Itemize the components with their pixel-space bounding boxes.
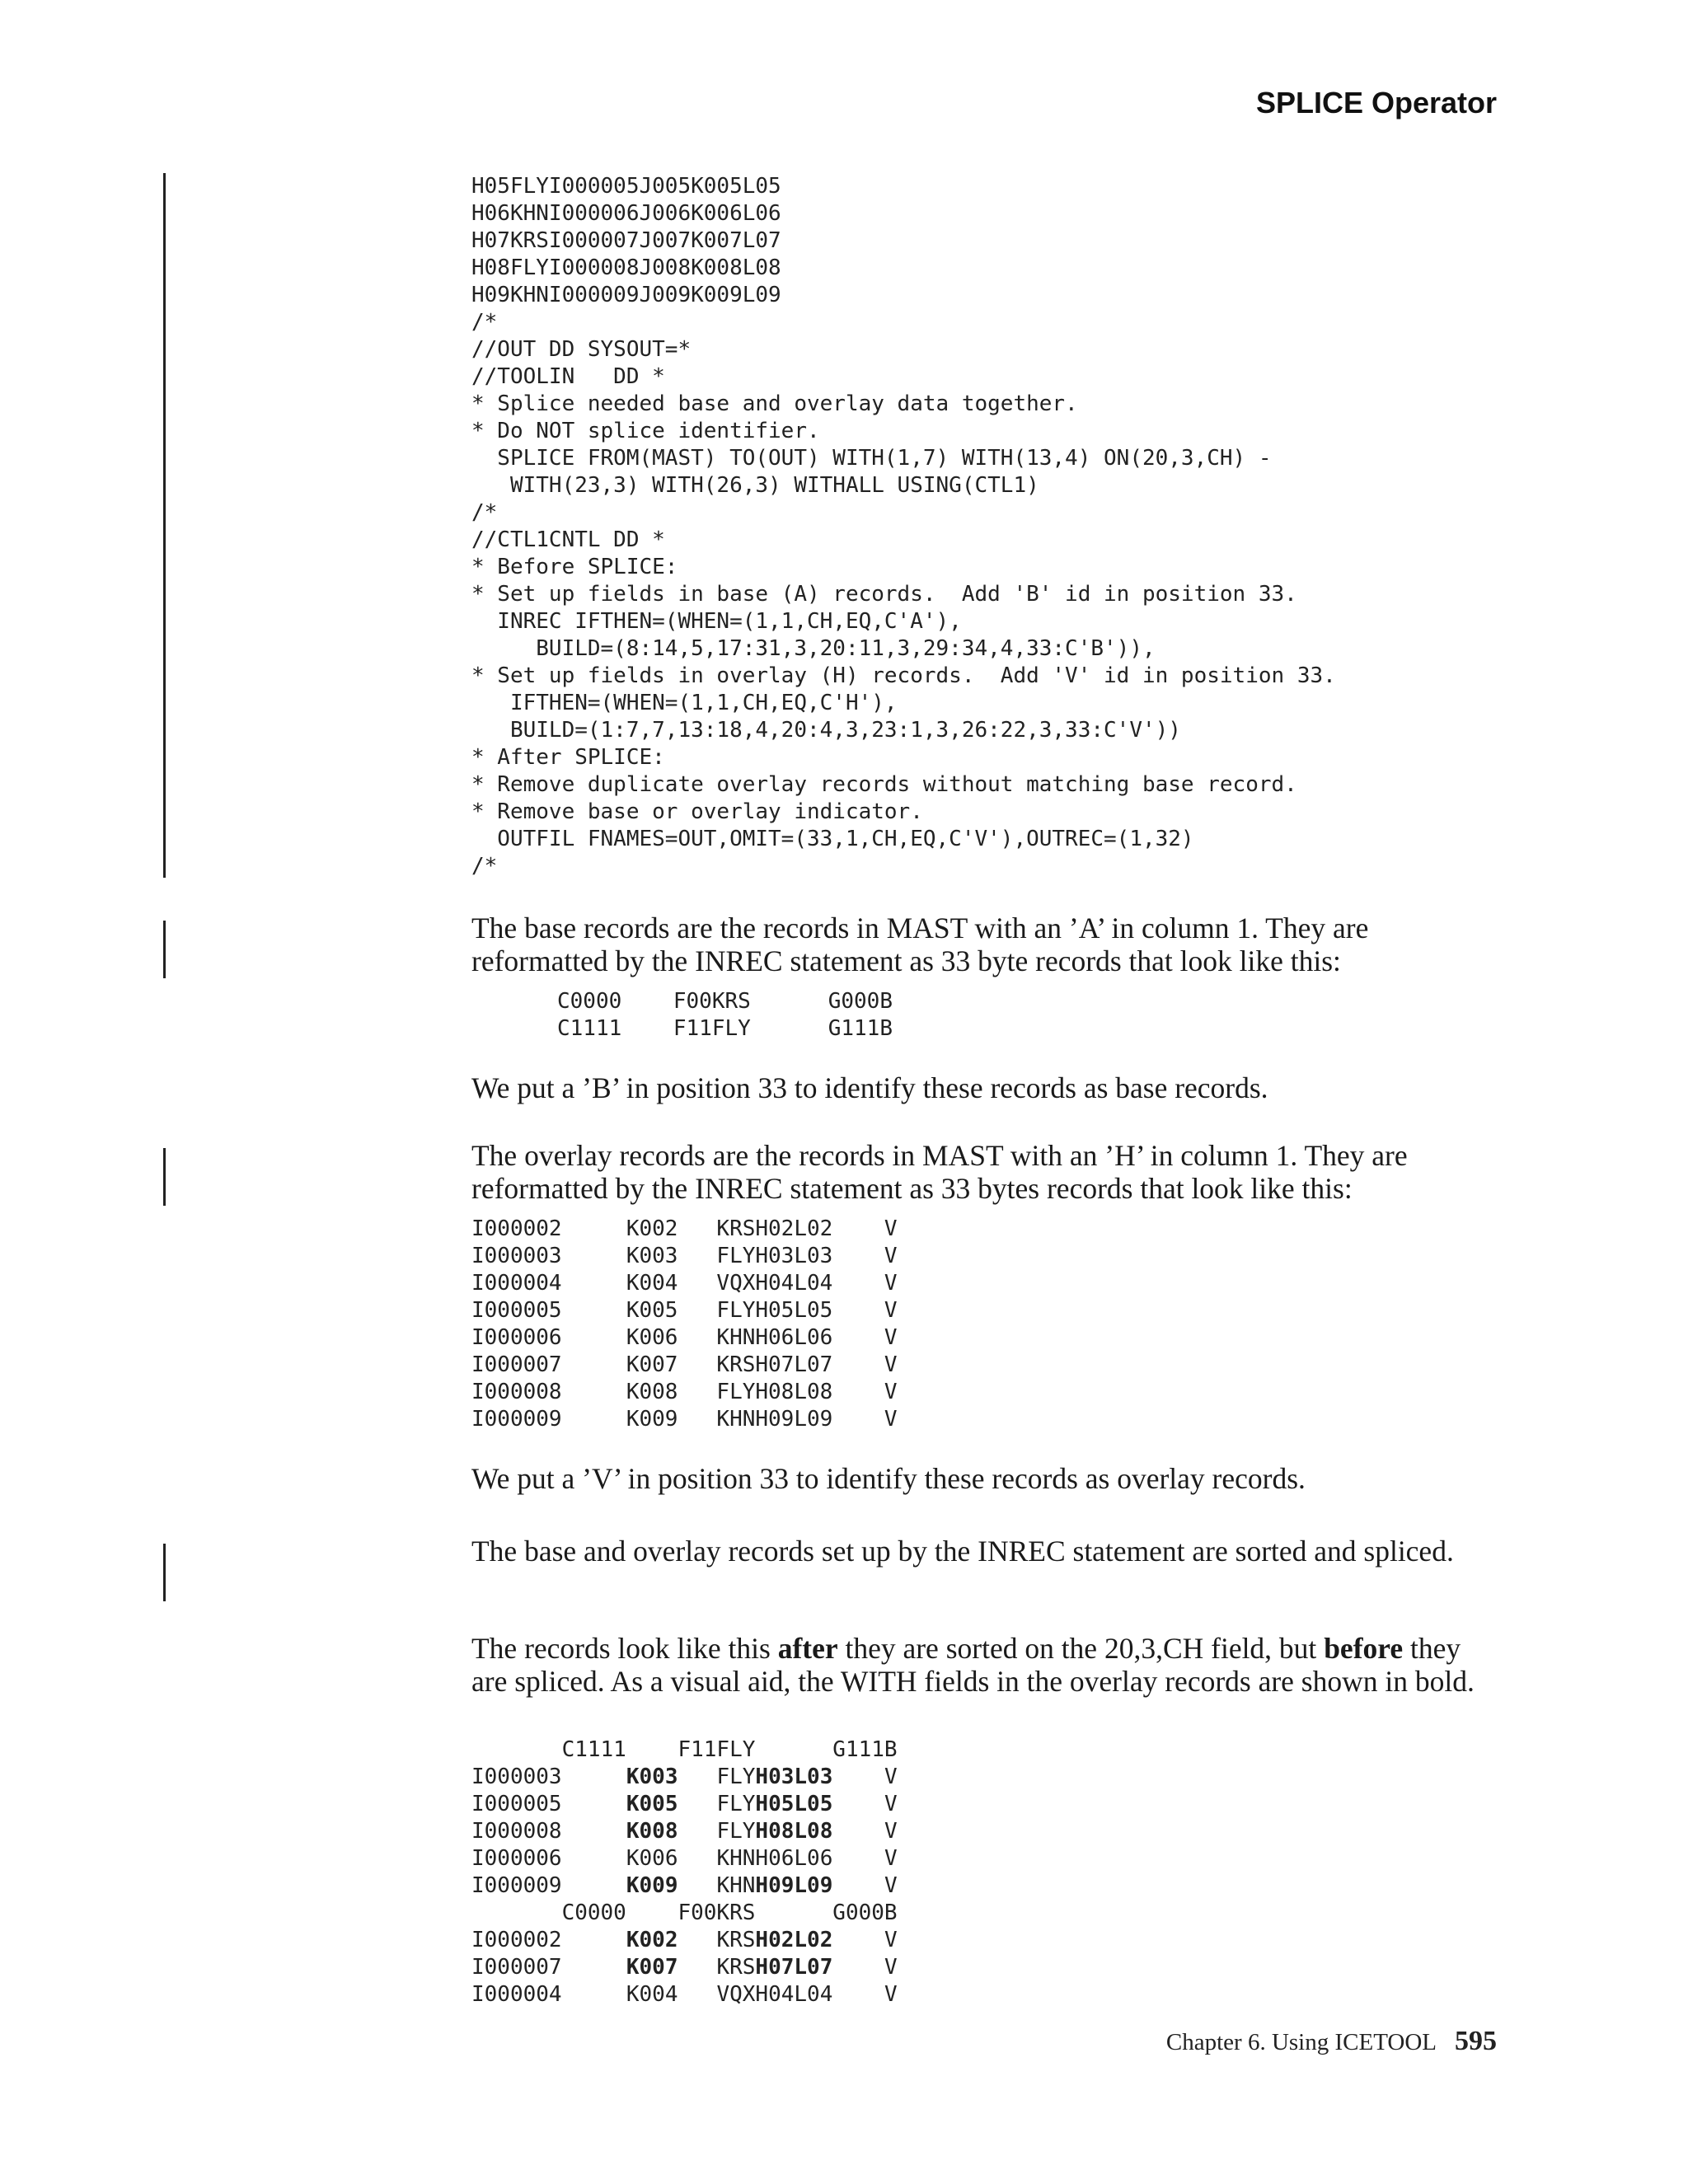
record-line: I000005 K005 FLYH05L05 V bbox=[471, 1298, 898, 1323]
record-suffix: H06L06 bbox=[755, 1846, 833, 1871]
record-suffix: H07L07 bbox=[755, 1955, 833, 1980]
record-id: I000005 bbox=[471, 1792, 562, 1816]
record-prefix: FLY bbox=[716, 1792, 756, 1816]
paragraph-base-id: We put a ’B’ in position 33 to identify these records as base records. bbox=[471, 1071, 1268, 1104]
code-line: INREC IFTHEN=(WHEN=(1,1,CH,EQ,C'A'), bbox=[471, 609, 962, 634]
record-line bbox=[471, 1764, 898, 1791]
record-line bbox=[471, 1981, 898, 2008]
code-line: BUILD=(1:7,7,13:18,4,20:4,3,23:1,3,26:22,3,33:C'V')) bbox=[471, 718, 1181, 743]
paragraph-overlay-records: The overlay records are the records in MAST with an ’H’ in column 1. They are reformatted by the INREC statement as 33 bytes records that look like this: bbox=[471, 1139, 1408, 1205]
record-indicator: V bbox=[884, 1982, 898, 2007]
code-line: H05FLYI000005J005K005L05 bbox=[471, 174, 781, 199]
code-line: OUTFIL FNAMES=OUT,OMIT=(33,1,CH,EQ,C'V'),OUTREC=(1,32) bbox=[471, 827, 1194, 851]
code-line: /* bbox=[471, 310, 498, 335]
record-line bbox=[471, 1845, 898, 1872]
code-line: * Before SPLICE: bbox=[471, 555, 678, 579]
record-line: I000002 K002 KRSH02L02 V bbox=[471, 1216, 898, 1241]
jcl-code-block bbox=[471, 173, 1336, 880]
record-indicator: V bbox=[884, 1955, 898, 1980]
code-line: H09KHNI000009J009K009L09 bbox=[471, 283, 781, 307]
record-indicator: V bbox=[884, 1846, 898, 1871]
change-bar bbox=[163, 921, 166, 978]
record-prefix: FLY bbox=[716, 1765, 756, 1789]
record-indicator: V bbox=[884, 1765, 898, 1789]
record-line: C0000 F00KRS G000B bbox=[471, 1900, 898, 1925]
record-line: C1111 F11FLY G111B bbox=[471, 1737, 898, 1762]
code-line: * Remove duplicate overlay records without matching base record. bbox=[471, 772, 1297, 797]
record-key: K003 bbox=[626, 1765, 678, 1789]
record-prefix: KHN bbox=[716, 1873, 756, 1898]
record-line: C1111 F11FLY G111B bbox=[557, 1016, 893, 1041]
record-prefix: KRS bbox=[716, 1955, 756, 1980]
code-line: * Set up fields in overlay (H) records. Add 'V' id in position 33. bbox=[471, 663, 1336, 688]
record-line: C0000 F00KRS G000B bbox=[557, 989, 893, 1014]
page-number: 595 bbox=[1455, 2026, 1497, 2056]
record-suffix: H08L08 bbox=[755, 1819, 833, 1844]
change-bar bbox=[163, 173, 166, 878]
change-bar bbox=[163, 1148, 166, 1206]
sorted-records-block bbox=[471, 1736, 898, 2008]
code-line: * Remove base or overlay indicator. bbox=[471, 799, 923, 824]
code-line: /* bbox=[471, 854, 498, 879]
record-prefix: VQX bbox=[716, 1982, 756, 2007]
paragraph-text: The records look like this bbox=[471, 1632, 778, 1665]
record-id: I000003 bbox=[471, 1765, 562, 1789]
bold-text: after bbox=[777, 1632, 838, 1665]
code-line: H06KHNI000006J006K006L06 bbox=[471, 201, 781, 226]
overlay-records-block bbox=[471, 1216, 898, 1433]
page-header-title: SPLICE Operator bbox=[1255, 86, 1497, 120]
record-prefix: KRS bbox=[716, 1928, 756, 1952]
code-line: H07KRSI000007J007K007L07 bbox=[471, 228, 781, 253]
record-line: I000009 K009 KHNH09L09 V bbox=[471, 1407, 898, 1432]
record-id: I000004 bbox=[471, 1982, 562, 2007]
record-key: K005 bbox=[626, 1792, 678, 1816]
record-key: K004 bbox=[626, 1982, 678, 2007]
code-line: //CTL1CNTL DD * bbox=[471, 527, 665, 552]
record-id: I000008 bbox=[471, 1819, 562, 1844]
record-key: K007 bbox=[626, 1955, 678, 1980]
code-line: SPLICE FROM(MAST) TO(OUT) WITH(1,7) WITH(13,4) ON(20,3,CH) - bbox=[471, 446, 1272, 471]
record-line bbox=[471, 1927, 898, 1954]
paragraph-base-records: The base records are the records in MAST with an ’A’ in column 1. They are reformatted by the INREC statement as 33 byte records that look like this: bbox=[471, 912, 1369, 977]
footer-chapter: Chapter 6. Using ICETOOL bbox=[1165, 2029, 1437, 2055]
record-line: I000007 K007 KRSH07L07 V bbox=[471, 1352, 898, 1377]
code-line: * Do NOT splice identifier. bbox=[471, 419, 820, 443]
record-key: K006 bbox=[626, 1846, 678, 1871]
paragraph-sorted: The base and overlay records set up by the INREC statement are sorted and spliced. bbox=[471, 1535, 1454, 1568]
record-indicator: V bbox=[884, 1873, 898, 1898]
page-footer bbox=[1166, 2026, 1497, 2057]
code-line: IFTHEN=(WHEN=(1,1,CH,EQ,C'H'), bbox=[471, 691, 898, 715]
record-suffix: H09L09 bbox=[755, 1873, 833, 1898]
record-key: K008 bbox=[626, 1819, 678, 1844]
code-line: BUILD=(8:14,5,17:31,3,20:11,3,29:34,4,33:C'B')), bbox=[471, 636, 1156, 661]
paragraph-text: they are sorted on the 20,3,CH field, but bbox=[837, 1632, 1325, 1665]
paragraph-after-sort bbox=[471, 1632, 1502, 1698]
paragraph-text: they are spliced. As a visual aid, the WITH fields in the overlay records are shown in bold. bbox=[471, 1632, 1475, 1698]
record-indicator: V bbox=[884, 1928, 898, 1952]
record-indicator: V bbox=[884, 1792, 898, 1816]
record-id: I000007 bbox=[471, 1955, 562, 1980]
record-indicator: V bbox=[884, 1819, 898, 1844]
record-line bbox=[471, 1872, 898, 1900]
code-line: WITH(23,3) WITH(26,3) WITHALL USING(CTL1) bbox=[471, 473, 1039, 498]
record-line bbox=[471, 1791, 898, 1818]
bold-text: before bbox=[1324, 1632, 1404, 1665]
code-line: * Set up fields in base (A) records. Add 'B' id in position 33. bbox=[471, 582, 1297, 607]
record-prefix: FLY bbox=[716, 1819, 756, 1844]
record-suffix: H03L03 bbox=[755, 1765, 833, 1789]
code-line: /* bbox=[471, 500, 498, 525]
code-line: H08FLYI000008J008K008L08 bbox=[471, 255, 781, 280]
record-suffix: H05L05 bbox=[755, 1792, 833, 1816]
paragraph-overlay-id: We put a ’V’ in position 33 to identify these records as overlay records. bbox=[471, 1462, 1306, 1495]
record-line bbox=[471, 1954, 898, 1981]
code-line: * After SPLICE: bbox=[471, 745, 665, 770]
record-suffix: H04L04 bbox=[755, 1982, 833, 2007]
record-line: I000006 K006 KHNH06L06 V bbox=[471, 1325, 898, 1350]
record-id: I000006 bbox=[471, 1846, 562, 1871]
record-key: K002 bbox=[626, 1928, 678, 1952]
record-line: I000008 K008 FLYH08L08 V bbox=[471, 1380, 898, 1404]
record-suffix: H02L02 bbox=[755, 1928, 833, 1952]
record-line: I000003 K003 FLYH03L03 V bbox=[471, 1244, 898, 1268]
code-line: //OUT DD SYSOUT=* bbox=[471, 337, 692, 362]
record-id: I000009 bbox=[471, 1873, 562, 1898]
code-line: //TOOLIN DD * bbox=[471, 364, 665, 389]
change-bar bbox=[163, 1544, 166, 1601]
record-line: I000004 K004 VQXH04L04 V bbox=[471, 1271, 898, 1296]
record-key: K009 bbox=[626, 1873, 678, 1898]
record-id: I000002 bbox=[471, 1928, 562, 1952]
base-records-block bbox=[557, 988, 893, 1043]
code-line: * Splice needed base and overlay data together. bbox=[471, 391, 1078, 416]
record-prefix: KHN bbox=[716, 1846, 756, 1871]
record-line bbox=[471, 1818, 898, 1845]
